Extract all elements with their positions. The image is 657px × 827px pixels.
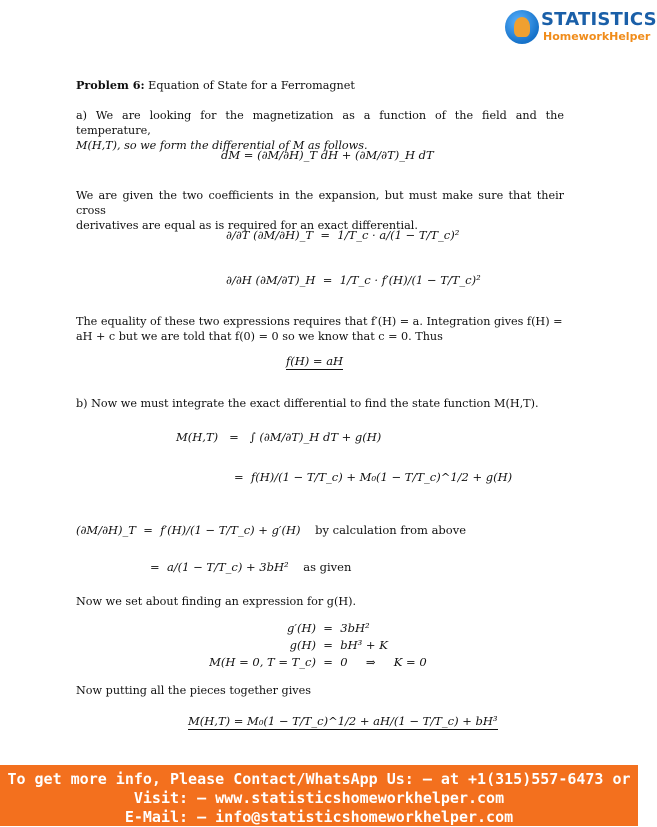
contact-footer bbox=[0, 765, 638, 826]
equation-dM bbox=[221, 148, 434, 163]
paragraph-2-line2: derivatives are equal as is required for an exact differential. bbox=[76, 219, 418, 232]
g-equation-2-lhs: g(H) bbox=[289, 638, 316, 652]
problem-heading bbox=[76, 78, 355, 93]
equation-cross-derivative-1: ∂/∂T (∂M/∂H)_T = 1/T_c · a/(1 − T/T_c)² bbox=[226, 228, 460, 242]
cross-derivative-1-rhs: 1/T_c · a/(1 − T/T_c)² bbox=[337, 228, 460, 242]
g-equation-3-rhs: 0 bbox=[340, 655, 348, 669]
derivative-line-2: = a/(1 − T/T_c) + 3bH² as given bbox=[150, 560, 352, 574]
g-equation-1-rhs: 3bH² bbox=[340, 621, 370, 635]
integration-equals: = bbox=[229, 430, 239, 444]
final-intro bbox=[76, 683, 564, 698]
cross-derivative-2-lhs: ∂/∂H (∂M/∂T)_H bbox=[226, 273, 316, 287]
paragraph-3-line2: aH + c but we are told that f(0) = 0 so we know that c = 0. Thus bbox=[76, 330, 443, 343]
g-intro-text: Now we set about finding an expression for g(H). bbox=[76, 595, 357, 608]
g-equation-3-lhs: M(H = 0, T = T_c) bbox=[209, 655, 316, 669]
logo-subtitle: HomeworkHelper bbox=[543, 30, 651, 43]
paragraph-3-line1: The equality of these two expressions requires that f′(H) = a. Integration gives f(H) = bbox=[76, 315, 563, 328]
g-intro bbox=[76, 594, 564, 609]
g-equation-2-rhs: bH³ + K bbox=[340, 638, 388, 652]
footer-contact-line: To get more info, Please Contact/WhatsApp Us: – at +1(315)557-6473 or bbox=[7, 770, 631, 788]
final-result bbox=[188, 714, 498, 729]
part-b-intro bbox=[76, 396, 564, 411]
equation-cross-derivative-2: ∂/∂H (∂M/∂T)_H = 1/T_c · f′(H)/(1 − T/T_c)² bbox=[226, 273, 481, 287]
part-a-intro-line1: a) We are looking for the magnetization as a function of the field and the temperature, bbox=[76, 109, 564, 137]
g-equation-2: g(H) = bH³ + K bbox=[206, 638, 388, 653]
cross-derivative-2-rhs: 1/T_c · f′(H)/(1 − T/T_c)² bbox=[339, 273, 481, 287]
g-equation-3: M(H = 0, T = T_c) = 0 ⇒ K = 0 bbox=[206, 655, 427, 670]
implies-arrow: ⇒ bbox=[365, 655, 376, 669]
equation-dM-text: dM = (∂M/∂H)_T dH + (∂M/∂T)_H dT bbox=[221, 148, 434, 162]
derivative-note-1: by calculation from above bbox=[315, 523, 467, 537]
part-a-intro bbox=[76, 108, 564, 153]
final-intro-text: Now putting all the pieces together gives bbox=[76, 684, 311, 697]
derivative-lhs: (∂M/∂H)_T bbox=[76, 523, 136, 537]
part-b-intro-text: b) Now we must integrate the exact differential to find the state function M(H,T). bbox=[76, 397, 539, 410]
g-equation-3-result: K = 0 bbox=[393, 655, 427, 669]
logo-mascot-icon bbox=[505, 10, 539, 44]
integration-lhs: M(H,T) bbox=[176, 430, 219, 444]
result-f-of-H-text: f(H) = aH bbox=[286, 354, 344, 368]
integration-line-2: = f(H)/(1 − T/T_c) + M₀(1 − T/T_c)^1/2 + g(H) bbox=[234, 470, 513, 484]
paragraph-2-line1: We are given the two coefficients in the expansion, but must make sure that their cross bbox=[76, 189, 564, 217]
part-a-paragraph-3 bbox=[76, 314, 564, 344]
problem-label: Problem 6: bbox=[76, 78, 145, 92]
footer-website-link[interactable]: Visit: – www.statisticshomeworkhelper.com bbox=[133, 789, 505, 807]
g-equation-1: g′(H) = 3bH² bbox=[206, 621, 370, 636]
part-a-intro-line2: M(H,T), so we form the differential of M as follows. bbox=[76, 139, 368, 152]
derivative-rhs-2: a/(1 − T/T_c) + 3bH² bbox=[166, 560, 289, 574]
final-result-text: M(H,T) = M₀(1 − T/T_c)^1/2 + aH/(1 − T/T_c) + bH³ bbox=[188, 714, 498, 728]
integration-line-1 bbox=[176, 430, 381, 445]
result-f-of-H bbox=[286, 354, 343, 369]
integration-rhs-2: f(H)/(1 − T/T_c) + M₀(1 − T/T_c)^1/2 + g(H) bbox=[250, 470, 513, 484]
g-equation-1-lhs: g′(H) bbox=[287, 621, 316, 635]
derivative-note-2: as given bbox=[303, 560, 352, 574]
integration-rhs-1: ∫ (∂M/∂T)_H dT + g(H) bbox=[249, 430, 382, 444]
cross-derivative-1-lhs: ∂/∂T (∂M/∂H)_T bbox=[226, 228, 314, 242]
derivative-rhs-1: f′(H)/(1 − T/T_c) + g′(H) bbox=[160, 523, 301, 537]
problem-title: Equation of State for a Ferromagnet bbox=[148, 79, 355, 92]
footer-email-link[interactable]: E-Mail: – info@statisticshomeworkhelper.com bbox=[124, 808, 514, 826]
brand-logo bbox=[505, 8, 657, 48]
part-a-paragraph-2 bbox=[76, 188, 564, 233]
derivative-line-1: (∂M/∂H)_T = f′(H)/(1 − T/T_c) + g′(H) by calculation from above bbox=[76, 523, 467, 537]
logo-title: STATISTICS bbox=[541, 9, 657, 30]
